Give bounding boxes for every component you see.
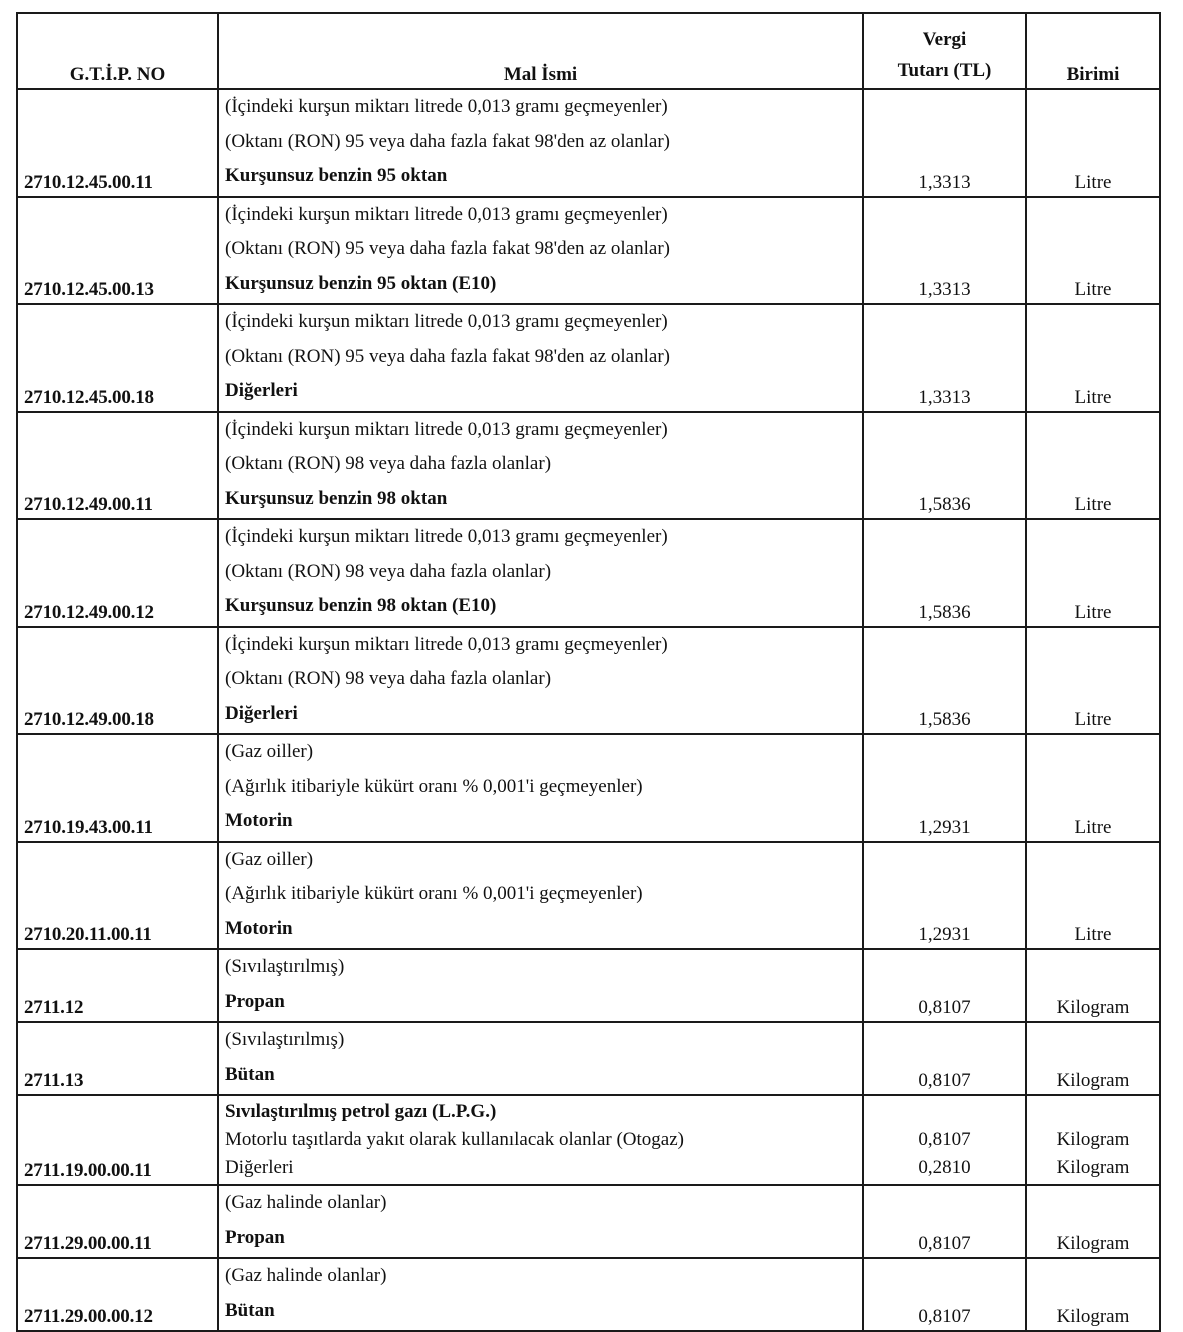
- row-name: [218, 197, 863, 305]
- row-name: [218, 519, 863, 627]
- row-name-note: (Oktanı (RON) 98 veya daha fazla olanlar): [225, 453, 552, 474]
- table-header: [17, 13, 1160, 89]
- row-name-title: Propan: [225, 1226, 285, 1248]
- row-tax-sub: 0,2810: [918, 1157, 971, 1178]
- row-name-note: (Gaz oiller): [225, 848, 314, 870]
- row-tax: 0,8107: [863, 949, 1026, 1022]
- header-tax-line1: Vergi: [922, 29, 967, 50]
- table-row: [17, 1022, 1160, 1095]
- row-code: 2710.12.45.00.11: [17, 89, 218, 197]
- row-name: [218, 304, 863, 412]
- row-unit: Kilogram: [1026, 1185, 1160, 1258]
- row-unit: Litre: [1026, 304, 1160, 412]
- row-name-title: Sıvılaştırılmış petrol gazı (L.P.G.): [225, 1101, 497, 1122]
- header-tax: [863, 13, 1026, 89]
- row-name-note: (Oktanı (RON) 98 veya daha fazla olanlar): [225, 560, 552, 582]
- row-unit: Litre: [1026, 734, 1160, 842]
- table-row: [17, 1258, 1160, 1331]
- row-tax: 1,5836: [863, 412, 1026, 520]
- row-code: 2710.12.49.00.18: [17, 627, 218, 735]
- row-code: 2711.29.00.00.11: [17, 1185, 218, 1258]
- table-body: [17, 89, 1160, 1331]
- row-unit-sub: Kilogram: [1056, 1157, 1130, 1178]
- row-name-note: (Sıvılaştırılmış): [225, 956, 345, 977]
- row-name-title: Diğerleri: [225, 380, 298, 401]
- row-name: [218, 734, 863, 842]
- row-name-note: (İçindeki kurşun miktarı litrede 0,013 gramı geçmeyenler): [225, 311, 668, 332]
- row-tax: 1,5836: [863, 627, 1026, 735]
- row-name-note: (Ağırlık itibariyle kükürt oranı % 0,001'i geçmeyenler): [225, 883, 643, 904]
- row-name: [218, 1022, 863, 1095]
- row-name-sub: Motorlu taşıtlarda yakıt olarak kullanılacak olanlar (Otogaz): [225, 1129, 684, 1150]
- row-code: 2711.12: [17, 949, 218, 1022]
- row-name-title: Propan: [225, 990, 285, 1012]
- row-name: [218, 89, 863, 197]
- table-row: [17, 842, 1160, 950]
- table-row: [17, 734, 1160, 842]
- row-code: 2710.20.11.00.11: [17, 842, 218, 950]
- row-name-title: Kurşunsuz benzin 95 oktan: [225, 165, 448, 186]
- row-code: 2710.19.43.00.11: [17, 734, 218, 842]
- header-unit: Birimi: [1026, 13, 1160, 89]
- row-name-title: Bütan: [225, 1299, 275, 1321]
- row-name-sub: Diğerleri: [225, 1157, 294, 1178]
- table-row: [17, 627, 1160, 735]
- row-unit: Litre: [1026, 197, 1160, 305]
- row-unit: Kilogram: [1026, 949, 1160, 1022]
- row-tax: 1,2931: [863, 734, 1026, 842]
- row-name: [218, 1095, 863, 1185]
- header-code: G.T.İ.P. NO: [17, 13, 218, 89]
- table-row: [17, 197, 1160, 305]
- row-name-note: (Gaz oiller): [225, 741, 314, 762]
- row-name-note: (Oktanı (RON) 95 veya daha fazla fakat 98'den az olanlar): [225, 345, 670, 367]
- row-unit: Kilogram: [1026, 1258, 1160, 1331]
- row-name: [218, 949, 863, 1022]
- row-name-title: Kurşunsuz benzin 98 oktan (E10): [225, 595, 497, 616]
- row-name-title: Kurşunsuz benzin 98 oktan: [225, 487, 448, 509]
- row-name-note: (Gaz halinde olanlar): [225, 1192, 387, 1213]
- row-name-note: (Sıvılaştırılmış): [225, 1029, 345, 1050]
- row-code: 2710.12.49.00.11: [17, 412, 218, 520]
- row-tax: 1,5836: [863, 519, 1026, 627]
- table-row-lpg: [17, 1095, 1160, 1185]
- row-name-note: (Ağırlık itibariyle kükürt oranı % 0,001'i geçmeyenler): [225, 775, 643, 797]
- row-unit: Litre: [1026, 412, 1160, 520]
- row-tax: 0,8107: [863, 1185, 1026, 1258]
- row-unit: Kilogram: [1026, 1022, 1160, 1095]
- row-name: [218, 1185, 863, 1258]
- row-tax: 0,8107: [863, 1258, 1026, 1331]
- table-row: [17, 412, 1160, 520]
- row-unit-sub: Kilogram: [1056, 1129, 1130, 1150]
- table-row: [17, 519, 1160, 627]
- row-code: 2710.12.45.00.18: [17, 304, 218, 412]
- header-tax-line2: Tutarı (TL): [897, 60, 992, 81]
- row-unit: Litre: [1026, 842, 1160, 950]
- row-tax: 0,8107: [863, 1022, 1026, 1095]
- header-name: Mal İsmi: [218, 13, 863, 89]
- row-tax: [863, 1095, 1026, 1185]
- row-name-note: (Oktanı (RON) 98 veya daha fazla olanlar): [225, 668, 552, 689]
- row-name-note: (İçindeki kurşun miktarı litrede 0,013 gramı geçmeyenler): [225, 418, 668, 440]
- row-name-note: (İçindeki kurşun miktarı litrede 0,013 gramı geçmeyenler): [225, 633, 668, 655]
- row-name: [218, 842, 863, 950]
- row-code: 2710.12.49.00.12: [17, 519, 218, 627]
- row-code: 2711.29.00.00.12: [17, 1258, 218, 1331]
- row-tax: 1,3313: [863, 197, 1026, 305]
- row-unit: [1026, 1095, 1160, 1185]
- row-name: [218, 1258, 863, 1331]
- row-code: 2711.13: [17, 1022, 218, 1095]
- row-name-title: Bütan: [225, 1063, 275, 1085]
- row-name-note: (İçindeki kurşun miktarı litrede 0,013 gramı geçmeyenler): [225, 96, 668, 117]
- row-name: [218, 412, 863, 520]
- row-name: [218, 627, 863, 735]
- row-tax-sub: 0,8107: [918, 1129, 971, 1150]
- row-name-note: (Oktanı (RON) 95 veya daha fazla fakat 98'den az olanlar): [225, 130, 670, 152]
- row-unit: Litre: [1026, 627, 1160, 735]
- row-name-title: Motorin: [225, 810, 293, 831]
- row-code: 2710.12.45.00.13: [17, 197, 218, 305]
- table-row: [17, 89, 1160, 197]
- row-name-title: Kurşunsuz benzin 95 oktan (E10): [225, 272, 497, 294]
- table-row: [17, 1185, 1160, 1258]
- row-unit: Litre: [1026, 519, 1160, 627]
- tariff-table: [16, 12, 1161, 1332]
- row-name-note: (İçindeki kurşun miktarı litrede 0,013 gramı geçmeyenler): [225, 203, 668, 225]
- row-tax: 1,2931: [863, 842, 1026, 950]
- row-name-note: (Gaz halinde olanlar): [225, 1265, 387, 1286]
- row-tax: 1,3313: [863, 304, 1026, 412]
- row-name-note: (Oktanı (RON) 95 veya daha fazla fakat 98'den az olanlar): [225, 238, 670, 259]
- table-row: [17, 949, 1160, 1022]
- row-tax: 1,3313: [863, 89, 1026, 197]
- row-name-note: (İçindeki kurşun miktarı litrede 0,013 gramı geçmeyenler): [225, 526, 668, 547]
- row-code: 2711.19.00.00.11: [17, 1095, 218, 1185]
- row-unit: Litre: [1026, 89, 1160, 197]
- row-name-title: Motorin: [225, 917, 293, 939]
- table-row: [17, 304, 1160, 412]
- row-name-title: Diğerleri: [225, 702, 298, 724]
